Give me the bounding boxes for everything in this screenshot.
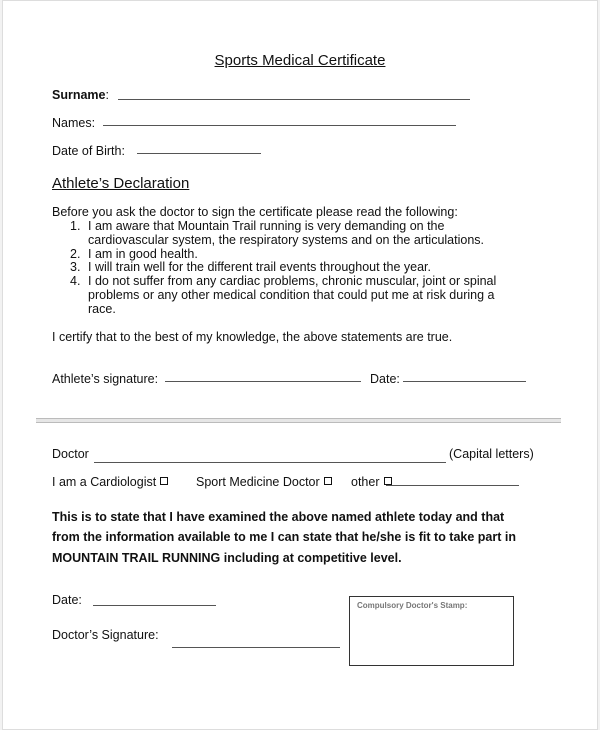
- dob-field[interactable]: [137, 153, 261, 154]
- checkbox[interactable]: [160, 477, 168, 485]
- cardiologist-option[interactable]: I am a Cardiologist: [52, 475, 168, 489]
- other-field[interactable]: [386, 485, 519, 486]
- athlete-date-field[interactable]: [403, 381, 526, 382]
- item-number: 2.: [70, 247, 81, 261]
- capital-letters-note: (Capital letters): [449, 447, 534, 461]
- section-divider: [36, 418, 561, 423]
- names-label: Names:: [52, 116, 96, 130]
- checkbox[interactable]: [384, 477, 392, 485]
- stamp-label: Compulsory Doctor's Stamp:: [357, 601, 468, 610]
- sport-medicine-option[interactable]: Sport Medicine Doctor: [196, 475, 332, 489]
- item-text: I am aware that Mountain Trail running is very demanding on the: [88, 219, 445, 233]
- page-title: Sports Medical Certificate: [214, 52, 386, 69]
- item-text: I do not suffer from any cardiac problems, chronic muscular, joint or spinal: [88, 274, 497, 288]
- item-number: 1.: [70, 219, 81, 233]
- declaration-heading: Athlete’s Declaration: [52, 175, 190, 192]
- document-page: [2, 0, 598, 730]
- item-number: 3.: [70, 260, 81, 274]
- doctor-date-label: Date:: [52, 593, 82, 607]
- athlete-signature-field[interactable]: [165, 381, 361, 382]
- athlete-date-label: Date:: [370, 372, 400, 386]
- item-number: 4.: [70, 274, 81, 288]
- item-text: problems or any other medical condition that could put me at risk during a: [88, 288, 495, 302]
- dob-label: Date of Birth:: [52, 144, 125, 158]
- doctor-stamp-box: [349, 596, 514, 666]
- item-text: race.: [88, 302, 116, 316]
- surname-field[interactable]: [118, 99, 470, 100]
- doctor-date-field[interactable]: [93, 605, 216, 606]
- other-option[interactable]: other: [351, 475, 392, 489]
- checkbox[interactable]: [324, 477, 332, 485]
- athlete-signature-label: Athlete’s signature:: [52, 372, 159, 386]
- certify-statement: I certify that to the best of my knowledge, the above statements are true.: [52, 330, 453, 344]
- item-text: cardiovascular system, the respiratory systems and on the articulations.: [88, 233, 485, 247]
- doctor-name-field[interactable]: [94, 462, 446, 463]
- declaration-intro: Before you ask the doctor to sign the certificate please read the following:: [52, 205, 458, 219]
- doctor-label: Doctor: [52, 447, 89, 461]
- item-text: I am in good health.: [88, 247, 198, 261]
- statement-line: MOUNTAIN TRAIL RUNNING including at competitive level.: [52, 551, 402, 565]
- doctor-signature-field[interactable]: [172, 647, 340, 648]
- statement-line: This is to state that I have examined the above named athlete today and that: [52, 510, 505, 524]
- doctor-signature-label: Doctor’s Signature:: [52, 628, 159, 642]
- surname-label: Surname:: [52, 88, 109, 102]
- names-field[interactable]: [103, 125, 456, 126]
- statement-line: from the information available to me I can state that he/she is fit to take part in: [52, 530, 516, 544]
- item-text: I will train well for the different trail events throughout the year.: [88, 260, 432, 274]
